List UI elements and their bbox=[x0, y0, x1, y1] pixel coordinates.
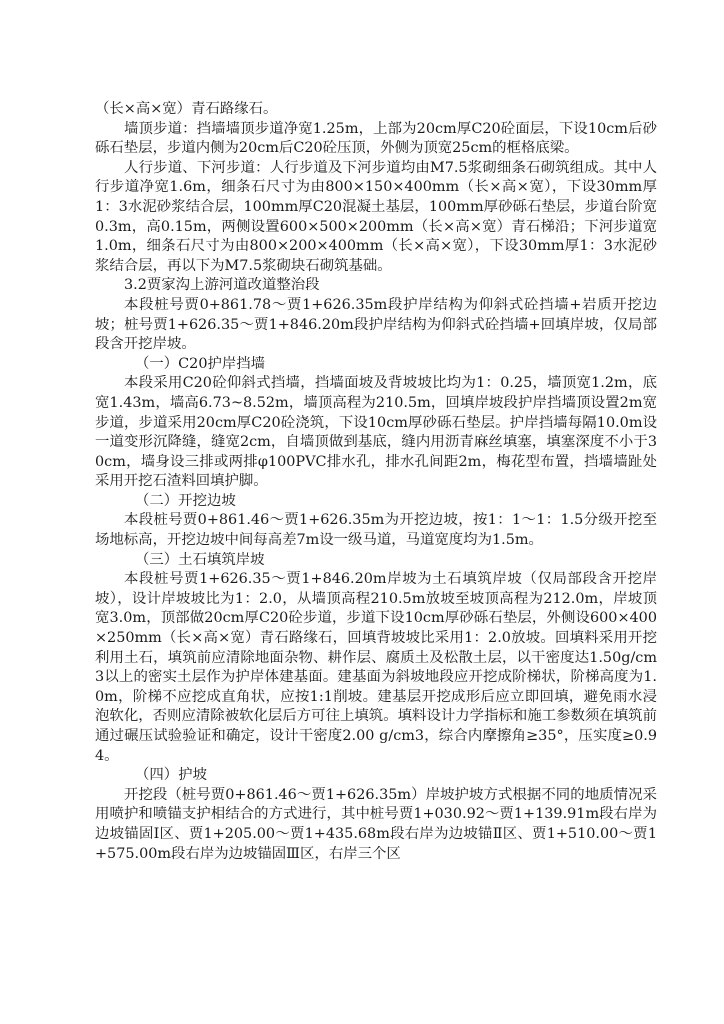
subheading-retaining-wall: （一）C20护岸挡墙 bbox=[135, 355, 266, 372]
paragraph-retaining-wall: 本段采用C20砼仰斜式挡墙，挡墙面坡及背坡坡比均为1：0.25，墙顶宽1.2m，底宽1.43m，墙高6.73~8.52m，墙顶高程为210.5m，回填岸坡段护岸挡墙顶设置2m宽步道，步道采用20cm厚C20砼浇筑，下设10cm厚砂砾石垫层。护岸挡墙每隔10.0m设一道变形沉降缝，缝宽2cm，自墙顶做到基底，缝内用沥青麻丝填塞，填塞深度不小于30cm，墙身设三排或两排φ100PVC排水孔，排水孔间距2m，梅花型布置，挡墙墙趾处采用开挖石渣料回填护脚。 bbox=[95, 375, 657, 490]
paragraph-section-overview: 本段桩号贾0+861.78～贾1+626.35m段护岸结构为仰斜式砼挡墙+岩质开挖边坡；桩号贾1+626.35～贾1+846.20m段护岸结构为仰斜式砼挡墙+回填岸坡，仅局部段含开挖岸坡。 bbox=[95, 296, 657, 353]
paragraph-continuation: （长×高×宽）青石路缘石。 bbox=[95, 101, 278, 117]
paragraph-slope-protection: 开挖段（桩号贾0+861.46～贾1+626.35m）岸坡护坡方式根据不同的地质情况采用喷护和喷锚支护相结合的方式进行，其中桩号贾1+030.92～贾1+139.91m段右岸为边坡锚固Ⅰ区、贾1+205.00～贾1+435.68m段右岸为边坡锚Ⅱ区、贾1+510.00～贾1+575.00m段右岸为边坡锚固Ⅲ区，右岸三个区 bbox=[95, 786, 657, 862]
subheading-earth-fill-slope: （三）土石填筑岸坡 bbox=[135, 551, 265, 568]
subheading-excavation-slope: （二）开挖边坡 bbox=[135, 492, 236, 509]
section-heading-3-2: 3.2贾家沟上游河道改道整治段 bbox=[124, 277, 320, 294]
paragraph-walkway-top: 墙顶步道：挡墙墙顶步道净宽1.25m，上部为20cm厚C20砼面层，下设10cm后砂砾石垫层，步道内侧为20cm后C20砼压顶，外侧为顶宽25cm的框格底梁。 bbox=[95, 120, 657, 157]
paragraph-earth-fill-slope: 本段桩号贾1+626.35～贾1+846.20m岸坡为土石填筑岸坡（仅局部段含开挖岸坡），设计岸坡坡比为1：2.0，从墙顶高程210.5m放坡至坡顶高程为212.0m，岸坡顶宽3.0m，顶部做20cm厚C20砼步道，步道下设10cm厚砂砾石垫层，外侧设600×400×250mm（长×高×宽）青石路缘石，回填背坡坡比采用1：2.0放坡。回填料采用开挖利用土石，填筑前应清除地面杂物、耕作层、腐质土及松散土层，以干密度达1.50g/cm3以上的密实土层作为护岸体建基面。建基面为斜坡地段应开挖成阶梯状，阶梯高度为1.0m，阶梯不应挖成直角状，应按1:1削坡。建基层开挖成形后应立即回填，避免雨水浸泡软化，否则应清除被软化层后方可往上填筑。填料设计力学指标和施工参数须在填筑前通过碾压试验验证和确定，设计干密度2.00 g/cm3，综合内摩擦角≥35°，压实度≥0.94。 bbox=[95, 571, 657, 764]
paragraph-pedestrian-walkway: 人行步道、下河步道：人行步道及下河步道均由M7.5浆砌细条石砌筑组成。其中人行步道净宽1.6m，细条石尺寸为由800×150×400mm（长×高×宽），下设30mm厚1：3水泥砂浆结合层，100mm厚C20混凝土基层，100mm厚砂砾石垫层，步道台阶宽0.3m，高0.15m，两侧设置600×500×200mm（长×高×宽）青石梯沿；下河步道宽1.0m，细条石尺寸为由800×200×400mm（长×高×宽），下设30mm厚1：3水泥砂浆结合层，再以下为M7.5浆砌块石砌筑基础。 bbox=[95, 159, 657, 274]
paragraph-excavation-slope: 本段桩号贾0+861.46～贾1+626.35m为开挖边坡，按1：1～1：1.5分级开挖至场地标高，开挖边坡中间每高差7m设一级马道，马道宽度均为1.5m。 bbox=[95, 512, 657, 549]
document-page bbox=[95, 100, 657, 864]
subheading-slope-protection: （四）护坡 bbox=[135, 767, 207, 784]
